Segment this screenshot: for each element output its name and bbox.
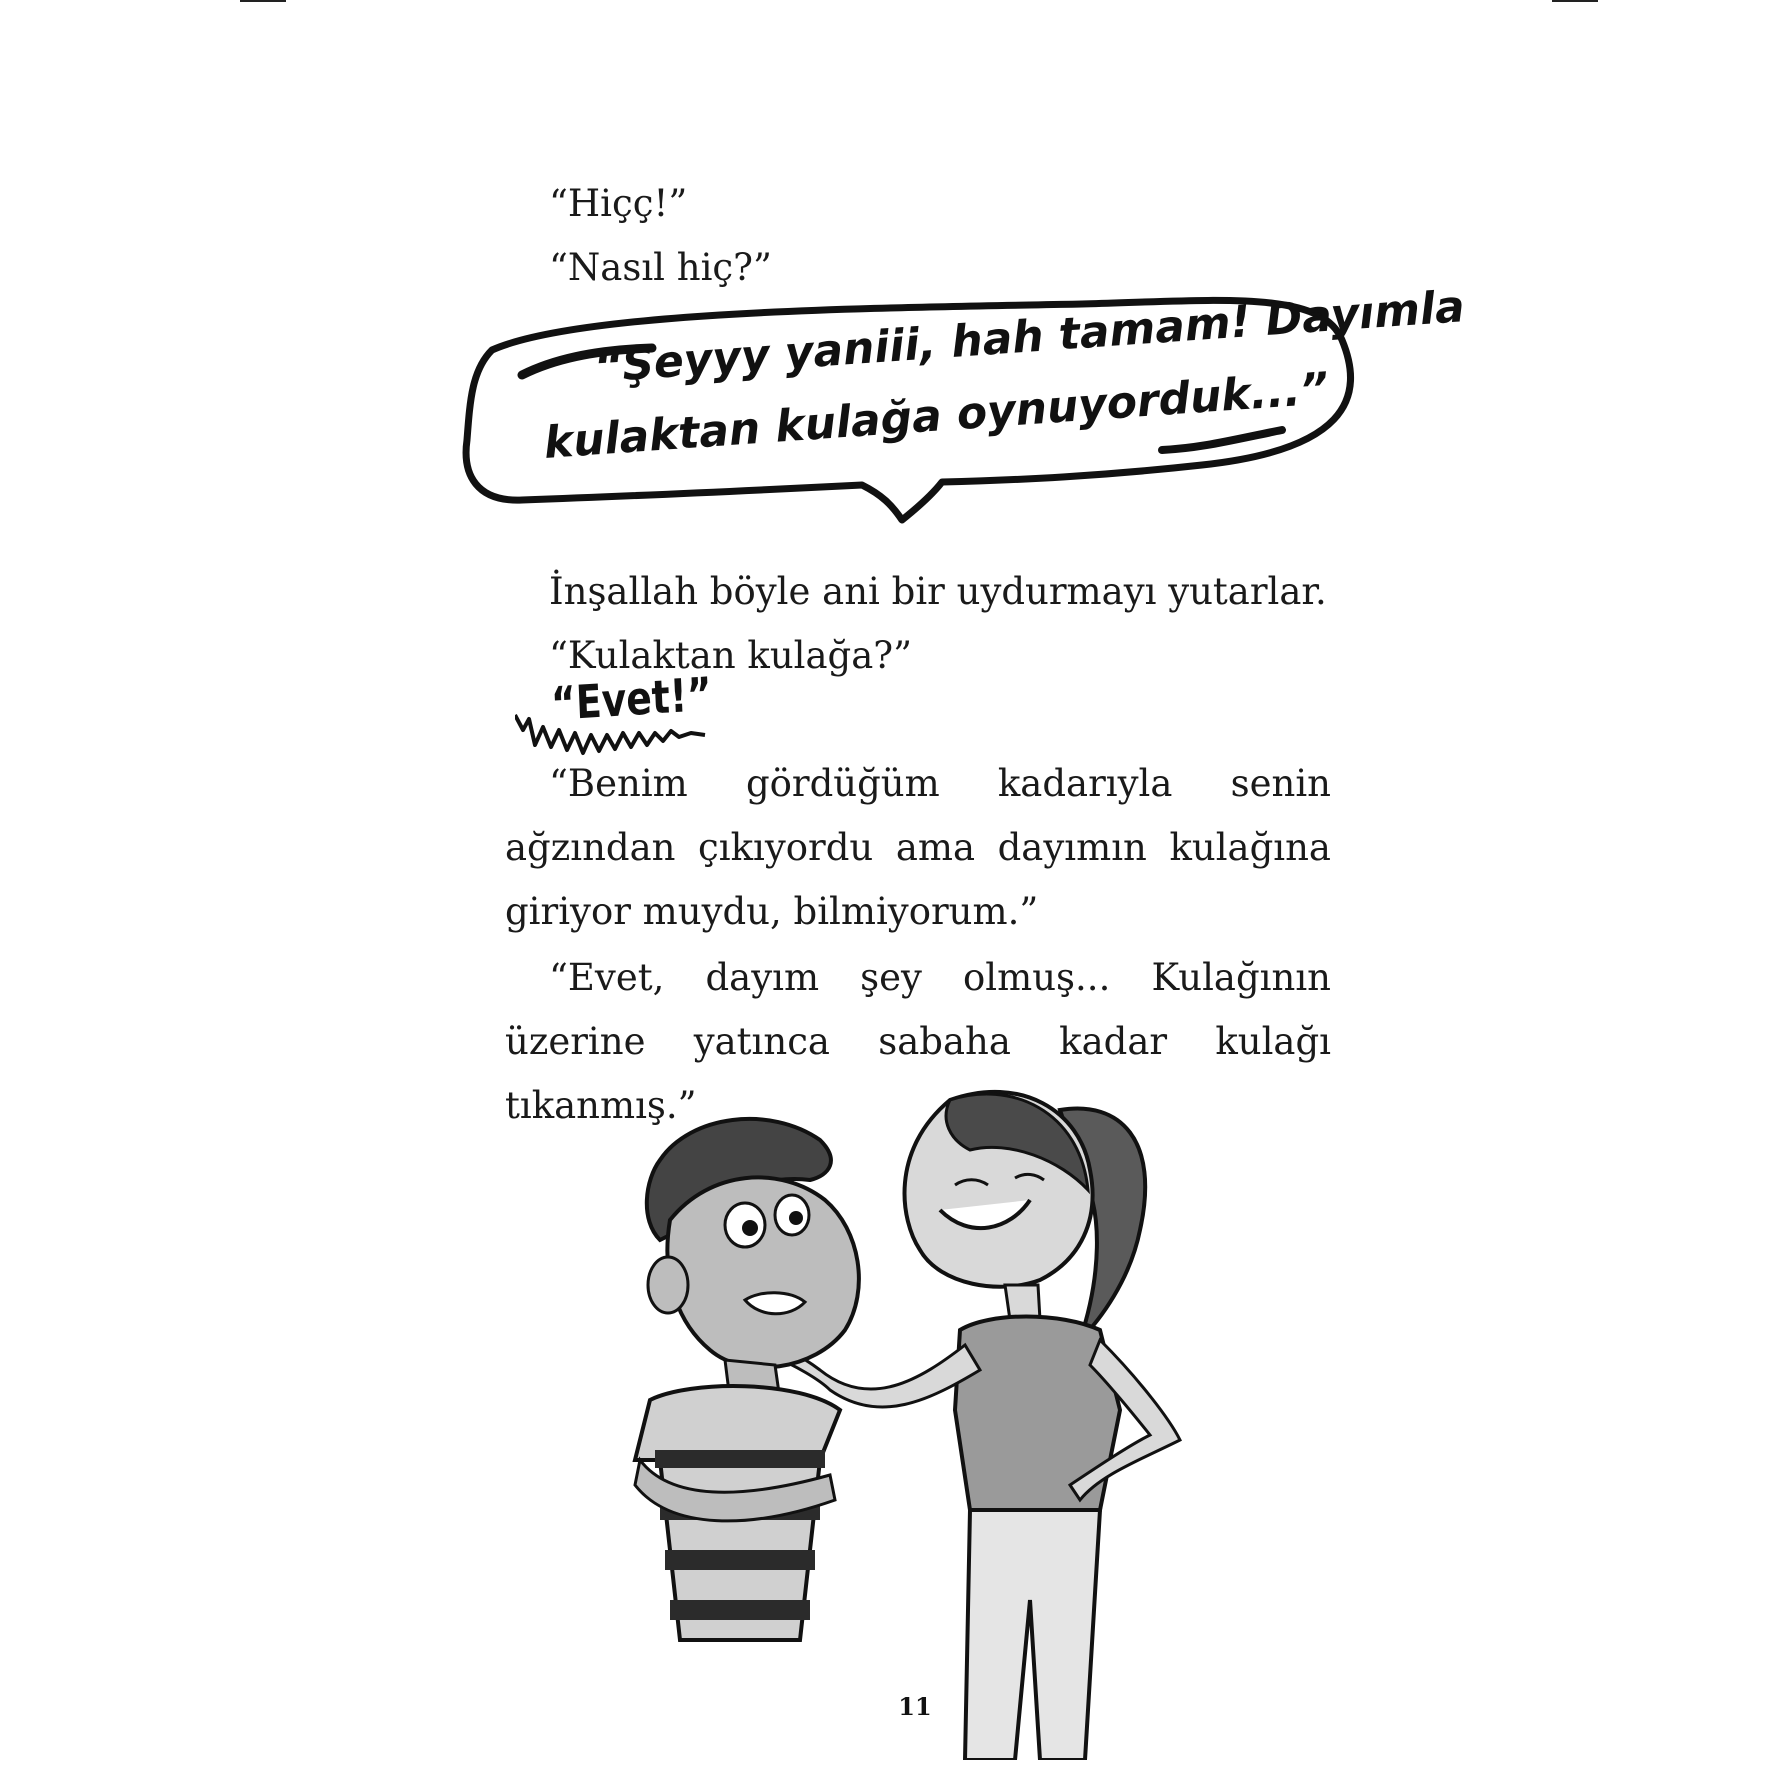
- narration-insallah: İnşallah böyle ani bir uydurmayı yutarlar.: [549, 570, 1327, 613]
- speech-bubble: [462, 281, 1467, 550]
- shout-text: “Evet!”: [550, 666, 713, 731]
- speech-bubble-line-1: “Şeyyy yaniii, hah tamam! Dayımla: [592, 281, 1467, 393]
- crop-mark-left: [240, 0, 286, 2]
- crop-mark-right: [1552, 0, 1598, 2]
- cartoon-illustration: [560, 1080, 1260, 1760]
- speech-bubble-line-2: kulaktan kulağa oynuyorduk...”: [542, 363, 1331, 469]
- dialogue-nasil-hic: “Nasıl hiç?”: [549, 246, 772, 289]
- dialogue-kulaktan-kulaga: “Kulaktan kulağa?”: [549, 634, 913, 677]
- page-number: 11: [898, 1692, 932, 1721]
- illustration-boy-and-woman: [560, 1080, 1260, 1760]
- dialogue-benim: “Benim gördüğüm kadarıyla senin ağzından çıkıyordu ama dayımın kulağına giriyor muydu, bilmiyorum.”: [505, 762, 1331, 933]
- dialogue-evet-dayim: “Evet, dayım şey olmuş... Kulağının üzerine yatınca sabaha kadar kulağı tıkanmış.”: [505, 956, 1331, 1127]
- dialogue-hiccc: “Hiçç!”: [549, 182, 688, 225]
